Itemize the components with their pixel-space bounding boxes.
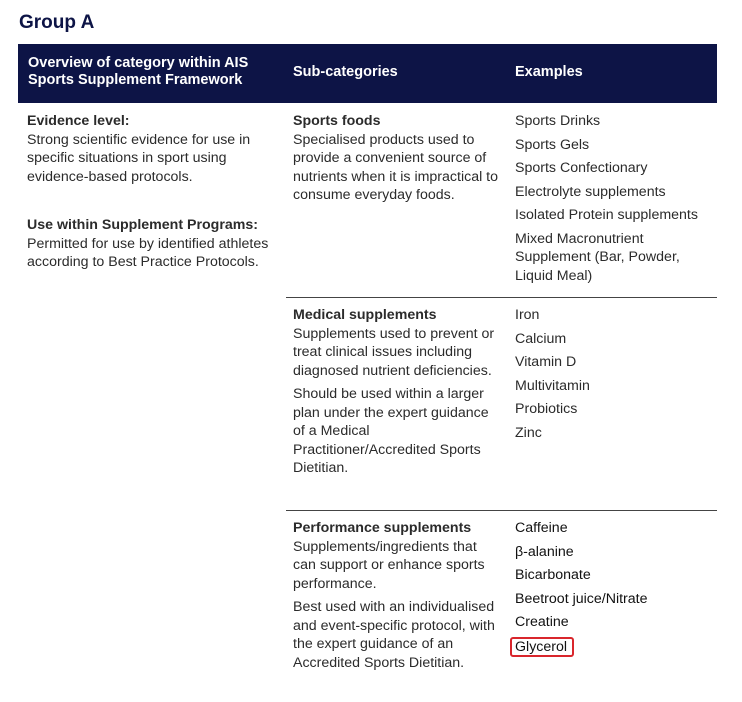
subcategory-guidance: Best used with an individualised and event-specific protocol, with the expert guidance of an Accredited Sports Dietitian. (293, 599, 495, 671)
group-title: Group A (19, 12, 95, 33)
subcategory-description: Specialised products used to provide a convenient source of nutrients when it is impractical to consume everyday foods. (293, 131, 499, 203)
example-item: Isolated Protein supplements (515, 207, 698, 223)
use-within-block (27, 216, 277, 272)
example-item: Iron (515, 307, 540, 323)
subcategory-sports-foods (293, 112, 503, 205)
example-item: Bicarbonate (515, 567, 591, 583)
example-item: Beetroot juice/Nitrate (515, 590, 648, 607)
table-header (18, 44, 717, 103)
subcategory-guidance: Should be used within a larger plan under the expert guidance of a Medical Practitioner/Accredited Sports Dietitian. (293, 386, 489, 476)
example-item: Mixed Macronutrient Supplement (Bar, Powder, Liquid Meal) (515, 230, 680, 284)
example-item: Sports Drinks (515, 113, 601, 129)
header-examples: Examples (515, 64, 583, 80)
header-overview: Overview of category within AIS Sports Supplement Framework (28, 55, 249, 88)
row-divider (286, 510, 717, 511)
example-item: Sports Gels (515, 136, 590, 153)
use-heading: Use within Supplement Programs: (27, 217, 258, 233)
examples-sports-foods (515, 112, 715, 290)
examples-performance-supplements (515, 519, 715, 662)
example-item: β-alanine (515, 543, 574, 560)
evidence-level-block (27, 112, 277, 186)
use-text: Permitted for use by identified athletes according to Best Practice Protocols. (27, 235, 269, 270)
evidence-text: Strong scientific evidence for use in specific situations in sport using evidence-based protocols. (27, 131, 251, 185)
subcategory-title: Performance supplements (293, 520, 472, 536)
example-item: Caffeine (515, 520, 568, 536)
subcategory-description: Supplements used to prevent or treat clinical issues including diagnosed nutrient deficiencies. (293, 325, 495, 379)
example-item: Zinc (515, 424, 542, 441)
subcategory-medical-supplements (293, 306, 503, 478)
highlight-box: Glycerol (510, 637, 574, 657)
subcategory-title: Medical supplements (293, 307, 437, 323)
example-item: Sports Confectionary (515, 160, 648, 176)
header-subcategories: Sub-categories (293, 64, 398, 80)
example-item: Probiotics (515, 401, 578, 417)
example-item: Calcium (515, 330, 567, 347)
example-item: Creatine (515, 614, 569, 630)
example-item: Vitamin D (515, 354, 577, 370)
evidence-heading: Evidence level: (27, 113, 130, 129)
example-item-highlighted (515, 637, 715, 657)
row-divider (286, 297, 717, 298)
examples-medical-supplements (515, 306, 715, 447)
subcategory-title: Sports foods (293, 113, 381, 129)
subcategory-description: Supplements/ingredients that can support or enhance sports performance. (293, 538, 485, 592)
example-item: Electrolyte supplements (515, 183, 666, 200)
subcategory-performance-supplements (293, 519, 503, 672)
example-item: Multivitamin (515, 377, 590, 394)
